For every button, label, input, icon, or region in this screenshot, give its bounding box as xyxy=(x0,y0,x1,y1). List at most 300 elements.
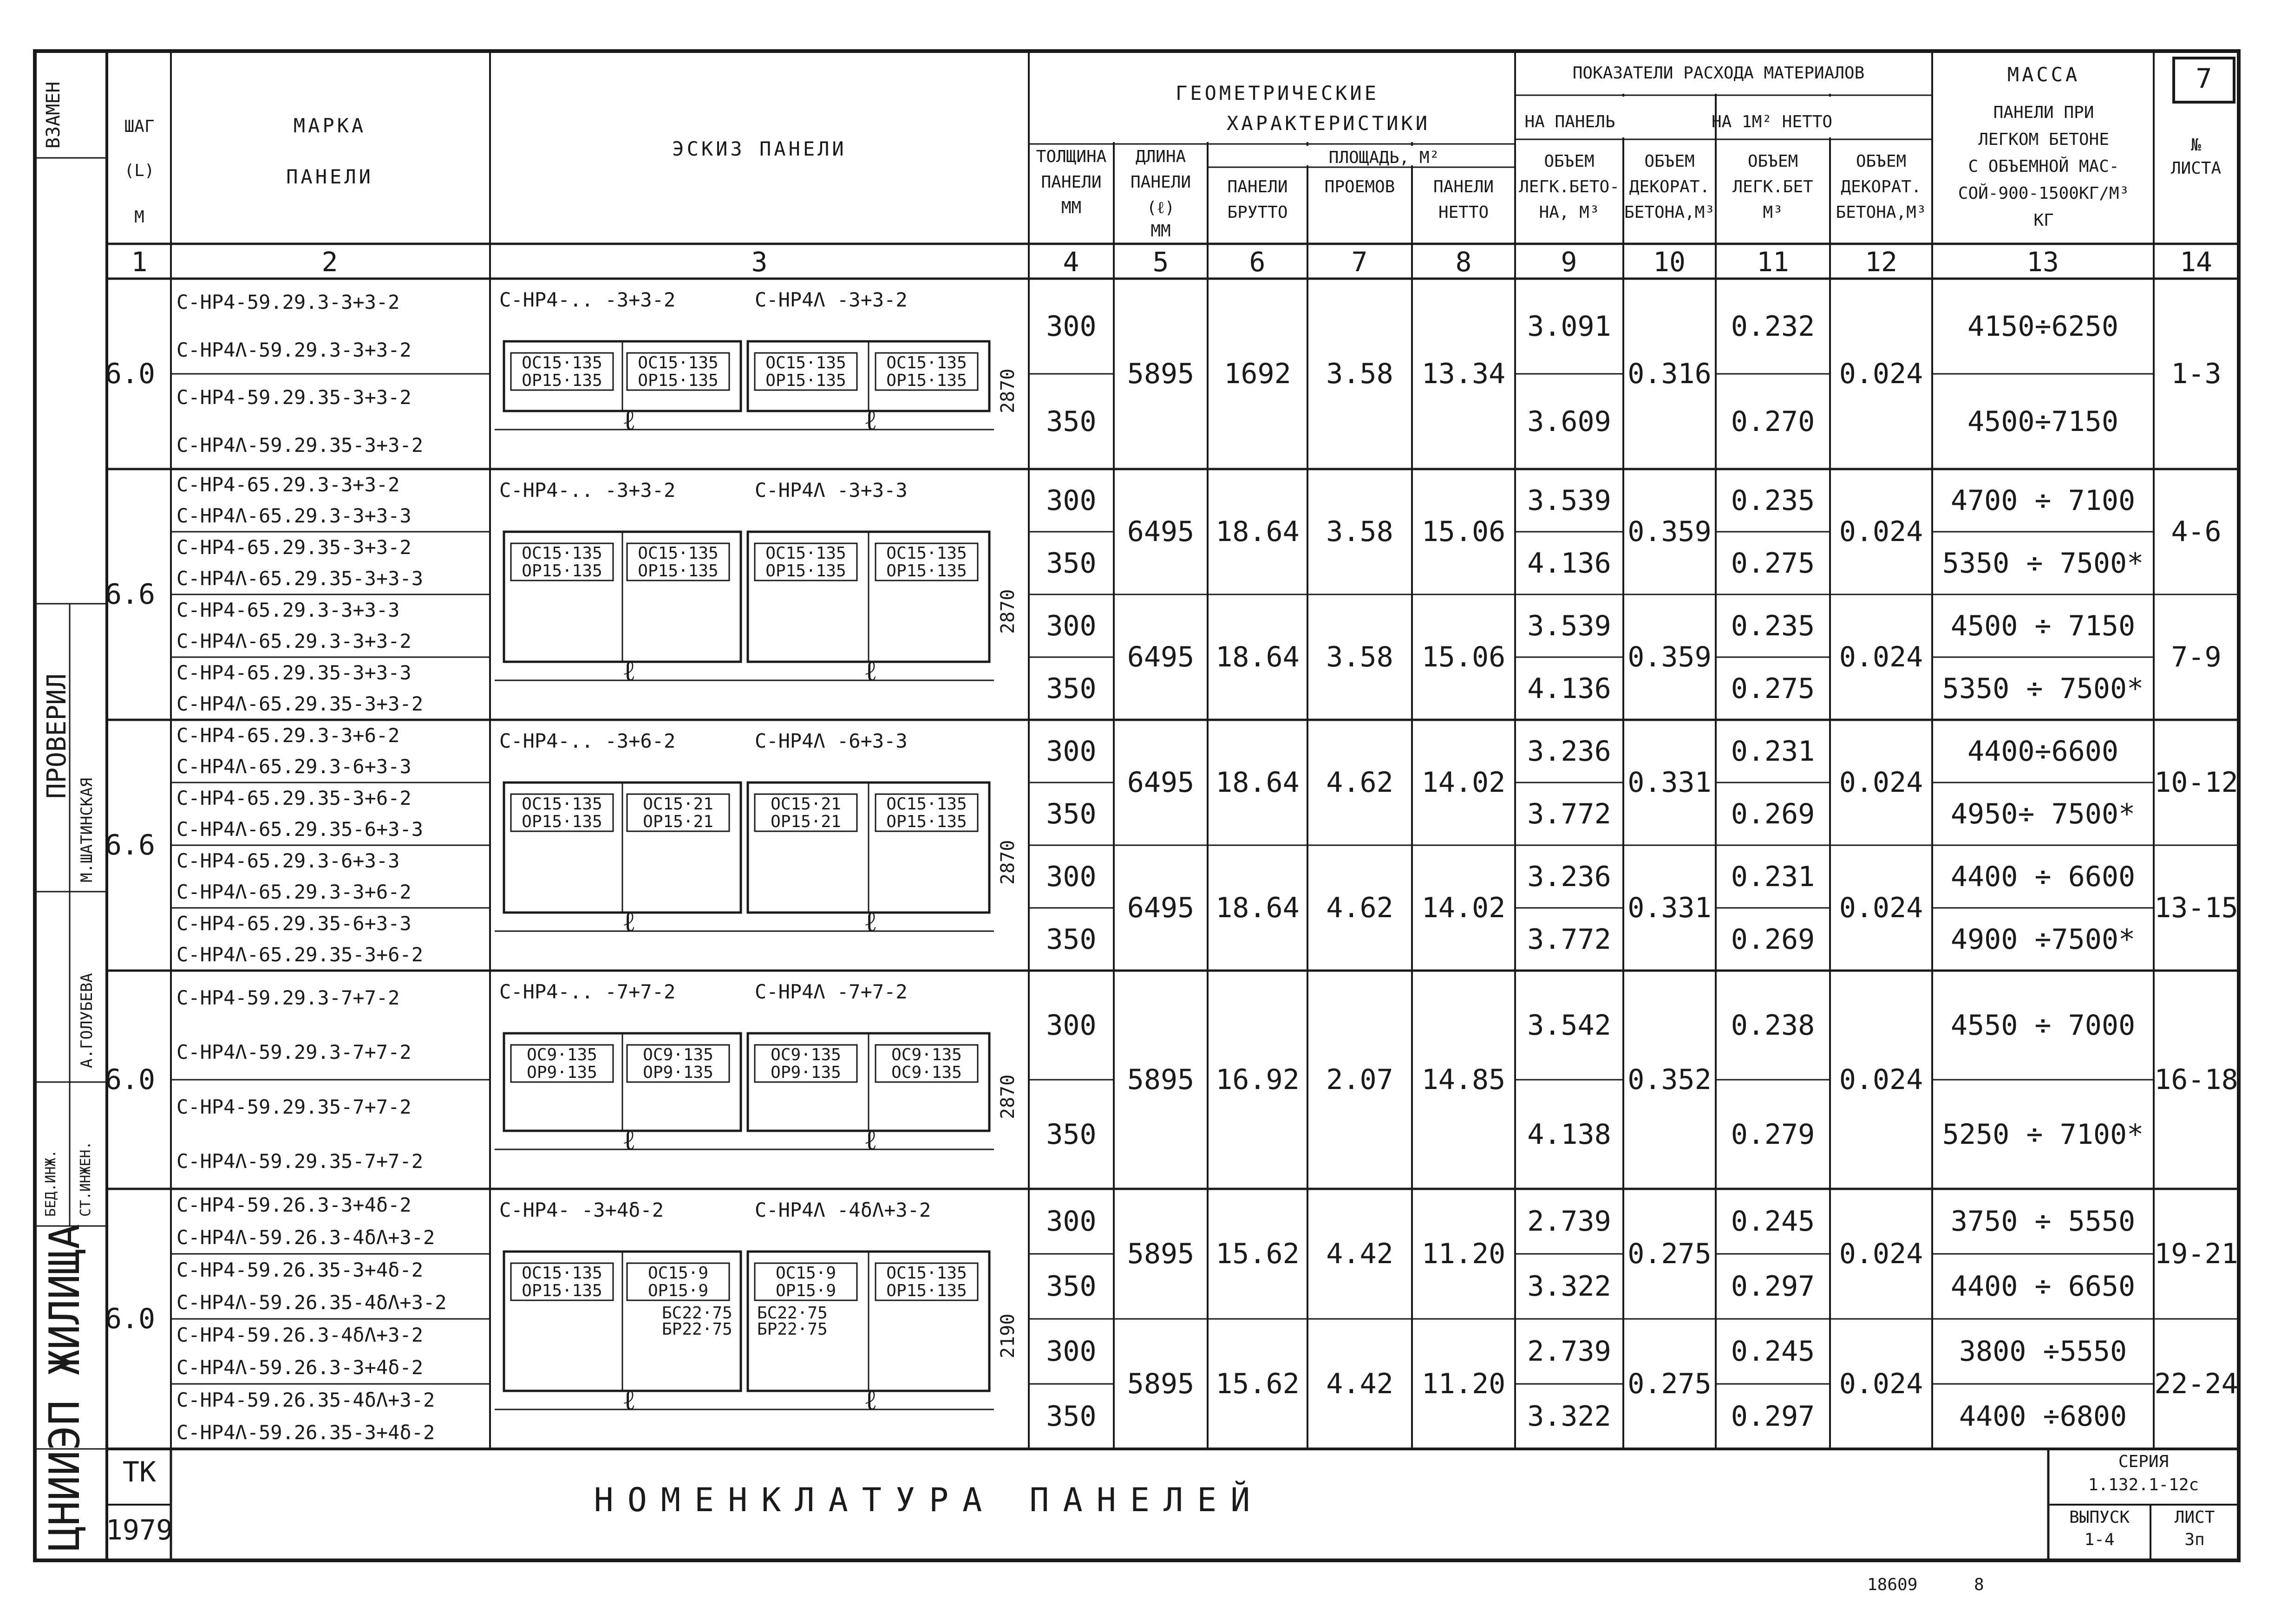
window-mark: ОС15·135 xyxy=(522,1264,602,1283)
dimension-l-left: ℓ xyxy=(622,1124,636,1156)
column-number: 7 xyxy=(1351,246,1368,278)
header-lista: ЛИСТА xyxy=(2170,159,2222,178)
window-mark: ОС15·135 xyxy=(765,544,846,563)
sketch-label-left: С-НР4-.. -3+6-2 xyxy=(499,730,676,752)
window-mark: ОС9·135 xyxy=(891,1045,962,1064)
mass-value: 3800 ÷5550 xyxy=(1959,1335,2127,1368)
footer-vypusk: ВЫПУСК xyxy=(2069,1508,2130,1527)
panel-mark: С-НР4Λ-59.29.35-3+3-2 xyxy=(176,433,424,457)
balcony-mark: БР22·75 xyxy=(757,1320,828,1339)
header-col: БРУТТО xyxy=(1227,203,1288,222)
brutto-value: 15.62 xyxy=(1216,1238,1300,1270)
volume-m2-value: 0.231 xyxy=(1731,860,1815,893)
volume-m2-value: 0.269 xyxy=(1731,797,1815,830)
header-eskiz: ЭСКИЗ ПАНЕЛИ xyxy=(672,137,847,160)
footer-list-no: 3п xyxy=(2184,1530,2205,1549)
brutto-value: 18.64 xyxy=(1216,766,1300,799)
header-massa: МАССА xyxy=(2007,63,2080,86)
thickness-value: 300 xyxy=(1046,860,1097,893)
shag-value: 6.0 xyxy=(105,1303,156,1335)
mass-value: 4500÷7150 xyxy=(1967,405,2119,438)
header-massa-sub: СОЙ-900-1500КГ/М³ xyxy=(1958,184,2130,203)
mass-value: 4700 ÷ 7100 xyxy=(1950,484,2136,517)
volume-m2-value: 0.235 xyxy=(1731,609,1815,642)
openings-value: 3.58 xyxy=(1326,641,1393,673)
volume-m2-value: 0.232 xyxy=(1731,310,1815,343)
header-col: ЛЕГК.БЕТ xyxy=(1732,177,1813,196)
header-geom: ГЕОМЕТРИЧЕСКИЕ xyxy=(1175,82,1379,104)
decor-volume-value: 0.275 xyxy=(1627,1238,1712,1270)
window-mark: ОС15·135 xyxy=(522,353,602,372)
decor-m2-value: 0.024 xyxy=(1839,1063,1923,1096)
window-mark: ОР15·135 xyxy=(765,561,846,580)
volume-value: 3.236 xyxy=(1527,860,1611,893)
sheet-number: 7 xyxy=(2196,63,2212,94)
panel-mark: С-НР4Λ-59.29.35-7+7-2 xyxy=(176,1150,424,1173)
volume-value: 3.322 xyxy=(1527,1270,1611,1303)
volume-m2-value: 0.279 xyxy=(1731,1118,1815,1151)
length-value: 5895 xyxy=(1127,1238,1195,1270)
signature-name: М.ШАТИНСКАЯ xyxy=(78,777,96,882)
window-mark: ОР15·135 xyxy=(522,1281,602,1300)
header-shag-m: М xyxy=(134,208,144,227)
mass-value: 4400 ÷ 6650 xyxy=(1950,1270,2136,1303)
volume-m2-value: 0.275 xyxy=(1731,547,1815,580)
decor-volume-value: 0.331 xyxy=(1627,766,1712,799)
sheet-ref-value: 10-12 xyxy=(2154,766,2238,799)
thickness-value: 350 xyxy=(1046,1400,1097,1433)
mass-value: 3750 ÷ 5550 xyxy=(1950,1205,2136,1238)
mass-value: 4500 ÷ 7150 xyxy=(1950,609,2136,642)
footer-seria: СЕРИЯ xyxy=(2118,1452,2169,1471)
panel-mark: С-НР4Λ-59.29.3-7+7-2 xyxy=(176,1041,412,1064)
thickness-value: 300 xyxy=(1046,1009,1097,1042)
decor-volume-value: 0.352 xyxy=(1627,1063,1712,1096)
signature-name: А.ГОЛУБЕВА xyxy=(78,973,96,1068)
openings-value: 4.42 xyxy=(1326,1368,1393,1400)
sketch-label-left: С-НР4-.. -3+3-2 xyxy=(499,288,676,311)
dimension-l-left: ℓ xyxy=(622,1384,636,1416)
thickness-value: 350 xyxy=(1046,797,1097,830)
sheet-ref-value: 1-3 xyxy=(2171,358,2222,390)
header-col: (ℓ) xyxy=(1146,198,1175,217)
window-mark: ОС15·9 xyxy=(647,1264,709,1283)
header-col: ЛЕГК.БЕТО- xyxy=(1519,177,1620,196)
header-massa-sub: С ОБЪЕМНОЙ МАС- xyxy=(1968,157,2119,176)
panel-mark: С-НР4-65.29.3-3+6-2 xyxy=(176,724,400,747)
window-mark: ОР15·135 xyxy=(886,1281,967,1300)
sketch-label-left: С-НР4-.. -7+7-2 xyxy=(499,980,676,1003)
window-mark: ОС15·135 xyxy=(886,795,967,814)
openings-value: 3.58 xyxy=(1326,515,1393,548)
header-massa-sub: ЛЕГКОМ БЕТОНЕ xyxy=(1978,130,2109,149)
decor-volume-value: 0.359 xyxy=(1627,515,1712,548)
dimension-l-right: ℓ xyxy=(864,906,877,938)
sheet-ref-value: 22-24 xyxy=(2154,1368,2238,1400)
decor-m2-value: 0.024 xyxy=(1839,1368,1923,1400)
window-mark: ОС9·135 xyxy=(771,1045,841,1064)
thickness-value: 300 xyxy=(1046,484,1097,517)
volume-value: 3.322 xyxy=(1527,1400,1611,1433)
volume-m2-value: 0.245 xyxy=(1731,1335,1815,1368)
sketch-height-dim: 2870 xyxy=(997,840,1019,885)
sketch-height-dim: 2870 xyxy=(997,1074,1019,1119)
header-col: ДЛИНА xyxy=(1135,147,1186,166)
window-mark: ОС9·135 xyxy=(527,1045,597,1064)
panel-mark: С-НР4Λ-59.29.3-3+3-2 xyxy=(176,338,412,361)
window-mark: ОС15·135 xyxy=(522,795,602,814)
thickness-value: 300 xyxy=(1046,1205,1097,1238)
header-col: ПАНЕЛИ xyxy=(1433,177,1494,196)
panel-mark: С-НР4-59.26.3-4δΛ+3-2 xyxy=(176,1324,424,1346)
header-ploshad: ПЛОЩАДЬ, М² xyxy=(1328,148,1440,167)
window-mark: ОР9·135 xyxy=(527,1063,597,1082)
panel-mark: С-НР4Λ-65.29.3-6+3-3 xyxy=(176,755,412,778)
panel-mark: С-НР4-65.29.3-3+3-3 xyxy=(176,598,400,621)
length-value: 6495 xyxy=(1127,892,1195,924)
column-number: 1 xyxy=(131,246,148,278)
panel-mark: С-НР4-65.29.35-3+3-3 xyxy=(176,661,412,684)
netto-value: 15.06 xyxy=(1421,515,1506,548)
openings-value: 4.62 xyxy=(1326,892,1393,924)
volume-value: 4.136 xyxy=(1527,672,1611,705)
header-na-m2: НА 1М² НЕТТО xyxy=(1711,112,1833,131)
header-col: ММ xyxy=(1061,198,1082,217)
panel-mark: С-НР4-65.29.35-3+3-2 xyxy=(176,535,412,559)
panel-mark: С-НР4-59.26.35-3+4δ-2 xyxy=(176,1259,424,1281)
sheet-ref-value: 19-21 xyxy=(2154,1238,2238,1270)
mass-value: 4550 ÷ 7000 xyxy=(1950,1009,2136,1042)
shag-value: 6.0 xyxy=(105,1063,156,1096)
dimension-l-left: ℓ xyxy=(622,655,636,687)
panel-mark: С-НР4Λ-65.29.35-3+6-2 xyxy=(176,943,424,966)
sketch-label-left: С-НР4- -3+4δ-2 xyxy=(499,1199,664,1221)
panel-mark: С-НР4-59.26.35-4δΛ+3-2 xyxy=(176,1389,435,1411)
volume-m2-value: 0.269 xyxy=(1731,923,1815,956)
header-paneli: ПАНЕЛИ xyxy=(286,165,373,188)
netto-value: 14.85 xyxy=(1421,1063,1506,1096)
sketch-label-right: С-НР4Λ -3+3-3 xyxy=(755,479,908,502)
length-value: 5895 xyxy=(1127,1063,1195,1096)
footer-title: НОМЕНКЛАТУРА ПАНЕЛЕЙ xyxy=(594,1481,1264,1519)
header-col: НА, М³ xyxy=(1539,203,1600,222)
role-label: БЕД.ИНЖ. xyxy=(43,1149,59,1217)
header-col: ОБЪЕМ xyxy=(1544,152,1595,171)
volume-value: 3.539 xyxy=(1527,609,1611,642)
balcony-mark: БС22·75 xyxy=(662,1304,732,1323)
netto-value: 11.20 xyxy=(1421,1368,1506,1400)
window-mark: ОС9·135 xyxy=(643,1045,713,1064)
panel-mark: С-НР4-65.29.3-3+3-2 xyxy=(176,473,400,496)
decor-m2-value: 0.024 xyxy=(1839,892,1923,924)
mass-value: 4400 ÷6800 xyxy=(1959,1400,2127,1433)
volume-m2-value: 0.297 xyxy=(1731,1400,1815,1433)
mass-value: 5350 ÷ 7500* xyxy=(1942,672,2144,705)
header-col: БЕТОНА,М³ xyxy=(1836,203,1927,222)
window-mark: ОР15·135 xyxy=(765,371,846,390)
column-number: 8 xyxy=(1455,246,1472,278)
window-mark: ОС15·135 xyxy=(886,544,967,563)
netto-value: 15.06 xyxy=(1421,641,1506,673)
volume-m2-value: 0.270 xyxy=(1731,405,1815,438)
header-massa-sub: КГ xyxy=(2033,211,2054,230)
sheet-ref-value: 16-18 xyxy=(2154,1063,2238,1096)
header-shag: ШАГ xyxy=(124,117,155,136)
decor-volume-value: 0.359 xyxy=(1627,641,1712,673)
column-number: 12 xyxy=(1865,246,1897,278)
column-number: 2 xyxy=(321,246,338,278)
netto-value: 13.34 xyxy=(1421,358,1506,390)
sketch-label-left: С-НР4-.. -3+3-2 xyxy=(499,479,676,502)
panel-mark: С-НР4-59.26.3-3+4δ-2 xyxy=(176,1194,412,1216)
header-na-panel: НА ПАНЕЛЬ xyxy=(1524,112,1615,131)
volume-m2-value: 0.245 xyxy=(1731,1205,1815,1238)
volume-m2-value: 0.297 xyxy=(1731,1270,1815,1303)
sketch-label-right: С-НР4Λ -7+7-2 xyxy=(755,980,908,1003)
length-value: 6495 xyxy=(1127,515,1195,548)
panel-mark: С-НР4Λ-59.26.3-3+4δ-2 xyxy=(176,1356,424,1379)
decor-volume-value: 0.316 xyxy=(1627,358,1712,390)
panel-mark: С-НР4Λ-65.29.3-3+3-2 xyxy=(176,630,412,653)
decor-volume-value: 0.275 xyxy=(1627,1368,1712,1400)
sketch-label-right: С-НР4Λ -3+3-2 xyxy=(755,288,908,311)
volume-value: 3.539 xyxy=(1527,484,1611,517)
header-col: НЕТТО xyxy=(1438,203,1489,222)
shag-value: 6.6 xyxy=(105,578,156,611)
panel-mark: С-НР4-59.29.35-7+7-2 xyxy=(176,1095,412,1118)
thickness-value: 350 xyxy=(1046,672,1097,705)
sketch-height-dim: 2190 xyxy=(997,1313,1019,1358)
header-col: М³ xyxy=(1763,203,1783,222)
header-geom: ХАРАКТЕРИСТИКИ xyxy=(1226,112,1431,135)
decor-m2-value: 0.024 xyxy=(1839,358,1923,390)
netto-value: 11.20 xyxy=(1421,1238,1506,1270)
volume-value: 2.739 xyxy=(1527,1205,1611,1238)
window-mark: ОР15·9 xyxy=(647,1281,709,1300)
dimension-l-right: ℓ xyxy=(864,1384,877,1416)
sketch-label-right: С-НР4Λ -6+3-3 xyxy=(755,730,908,752)
panel-mark: С-НР4-65.29.35-3+6-2 xyxy=(176,786,412,809)
balcony-mark: БР22·75 xyxy=(662,1320,732,1339)
shag-value: 6.0 xyxy=(105,358,156,390)
sketch-height-dim: 2870 xyxy=(997,589,1019,634)
panel-mark: С-НР4Λ-59.26.35-4δΛ+3-2 xyxy=(176,1291,447,1314)
shag-value: 6.6 xyxy=(105,829,156,861)
column-number: 10 xyxy=(1653,246,1686,278)
openings-value: 4.42 xyxy=(1326,1238,1393,1270)
header-col: ММ xyxy=(1150,222,1171,241)
header-rashod: ПОКАЗАТЕЛИ РАСХОДА МАТЕРИАЛОВ xyxy=(1572,64,1865,83)
mass-value: 4150÷6250 xyxy=(1967,310,2119,343)
window-mark: ОР15·135 xyxy=(522,812,602,831)
volume-value: 2.739 xyxy=(1527,1335,1611,1368)
footer-seria-no: 1.132.1-12с xyxy=(2088,1475,2199,1494)
column-number: 6 xyxy=(1249,246,1266,278)
balcony-mark: БС22·75 xyxy=(757,1304,828,1323)
dimension-l-right: ℓ xyxy=(864,404,877,437)
volume-m2-value: 0.231 xyxy=(1731,735,1815,768)
mass-value: 4400 ÷ 6600 xyxy=(1950,860,2136,893)
header-marka: МАРКА xyxy=(293,114,366,137)
column-number: 13 xyxy=(2026,246,2059,278)
mass-value: 5250 ÷ 7100* xyxy=(1942,1118,2144,1151)
footer-year: 1979 xyxy=(105,1514,173,1546)
header-no: № xyxy=(2191,136,2201,155)
panel-mark: С-НР4Λ-65.29.35-6+3-3 xyxy=(176,818,424,841)
sketch-label-right: С-НР4Λ -4δΛ+3-2 xyxy=(755,1199,931,1221)
proverka-label: ПРОВЕРИЛ xyxy=(42,673,72,799)
sheet-ref-value: 13-15 xyxy=(2154,892,2238,924)
window-mark: ОР15·135 xyxy=(886,561,967,580)
window-mark: ОР9·135 xyxy=(643,1063,713,1082)
window-mark: ОР15·135 xyxy=(886,812,967,831)
volume-value: 3.772 xyxy=(1527,923,1611,956)
brutto-value: 1692 xyxy=(1224,358,1291,390)
netto-value: 14.02 xyxy=(1421,892,1506,924)
window-mark: ОС15·135 xyxy=(638,544,719,563)
openings-value: 3.58 xyxy=(1326,358,1393,390)
vzamen-label: ВЗАМЕН xyxy=(43,81,64,149)
window-mark: ОР15·21 xyxy=(643,812,713,831)
archive-stamp: 18609 xyxy=(1867,1575,1918,1594)
sheet-ref-value: 7-9 xyxy=(2171,641,2222,673)
window-mark: ОС15·21 xyxy=(643,795,713,814)
header-col: ТОЛЩИНА xyxy=(1036,147,1107,166)
panel-mark: С-НР4-59.29.3-3+3-2 xyxy=(176,291,400,314)
header-col: ПАНЕЛИ xyxy=(1041,173,1102,192)
thickness-value: 350 xyxy=(1046,1118,1097,1151)
mass-value: 4950÷ 7500* xyxy=(1950,797,2136,830)
window-mark: ОС15·135 xyxy=(886,1264,967,1283)
volume-value: 3.609 xyxy=(1527,405,1611,438)
thickness-value: 350 xyxy=(1046,923,1097,956)
window-mark: ОС15·135 xyxy=(638,353,719,372)
panel-mark: С-НР4-65.29.35-6+3-3 xyxy=(176,912,412,935)
header-col: ПАНЕЛИ xyxy=(1130,173,1191,192)
thickness-value: 350 xyxy=(1046,1270,1097,1303)
mass-value: 4400÷6600 xyxy=(1967,735,2119,768)
window-mark: ОС15·9 xyxy=(775,1264,837,1283)
column-number: 9 xyxy=(1561,246,1577,278)
volume-value: 4.138 xyxy=(1527,1118,1611,1151)
length-value: 6495 xyxy=(1127,641,1195,673)
openings-value: 2.07 xyxy=(1326,1063,1393,1096)
netto-value: 14.02 xyxy=(1421,766,1506,799)
role-label: СТ.ИНЖЕН. xyxy=(78,1141,94,1217)
length-value: 6495 xyxy=(1127,766,1195,799)
volume-m2-value: 0.235 xyxy=(1731,484,1815,517)
header-col: ДЕКОРАТ. xyxy=(1841,177,1922,196)
panel-mark: С-НР4Λ-65.29.35-3+3-3 xyxy=(176,567,424,590)
mass-value: 5350 ÷ 7500* xyxy=(1942,547,2144,580)
archive-stamp: 8 xyxy=(1974,1575,1984,1594)
window-mark: ОС9·135 xyxy=(891,1063,962,1082)
sheet-ref-value: 4-6 xyxy=(2171,515,2222,548)
decor-m2-value: 0.024 xyxy=(1839,1238,1923,1270)
column-number: 3 xyxy=(751,246,768,278)
dimension-l-left: ℓ xyxy=(622,404,636,437)
footer-vypusk-no: 1-4 xyxy=(2084,1530,2115,1549)
volume-value: 3.091 xyxy=(1527,310,1611,343)
window-mark: ОР15·9 xyxy=(775,1281,837,1300)
decor-volume-value: 0.331 xyxy=(1627,892,1712,924)
mass-value: 4900 ÷7500* xyxy=(1950,923,2136,956)
thickness-value: 300 xyxy=(1046,310,1097,343)
window-mark: ОР15·21 xyxy=(771,812,841,831)
brutto-value: 18.64 xyxy=(1216,641,1300,673)
window-mark: ОР15·135 xyxy=(886,371,967,390)
header-col: ОБЪЕМ xyxy=(1644,152,1695,171)
panel-mark: С-НР4Λ-59.26.35-3+4δ-2 xyxy=(176,1421,435,1444)
window-mark: ОС15·135 xyxy=(886,353,967,372)
volume-value: 3.542 xyxy=(1527,1009,1611,1042)
openings-value: 4.62 xyxy=(1326,766,1393,799)
header-col: ДЕКОРАТ. xyxy=(1629,177,1710,196)
window-mark: ОС15·135 xyxy=(522,544,602,563)
decor-m2-value: 0.024 xyxy=(1839,641,1923,673)
volume-m2-value: 0.238 xyxy=(1731,1009,1815,1042)
header-col: ПРОЕМОВ xyxy=(1324,177,1395,196)
brutto-value: 16.92 xyxy=(1216,1063,1300,1096)
panel-mark: С-НР4Λ-65.29.3-3+3-3 xyxy=(176,504,412,528)
decor-m2-value: 0.024 xyxy=(1839,766,1923,799)
panel-mark: С-НР4Λ-59.26.3-4δΛ+3-2 xyxy=(176,1226,435,1249)
thickness-value: 300 xyxy=(1046,609,1097,642)
header-shag-unit: (L) xyxy=(124,161,155,180)
window-mark: ОР9·135 xyxy=(771,1063,841,1082)
length-value: 5895 xyxy=(1127,1368,1195,1400)
dimension-l-right: ℓ xyxy=(864,1124,877,1156)
column-number: 14 xyxy=(2180,246,2212,278)
panel-mark: С-НР4-59.29.3-7+7-2 xyxy=(176,986,400,1009)
window-mark: ОР15·135 xyxy=(638,371,719,390)
panel-mark: С-НР4Λ-65.29.3-3+6-2 xyxy=(176,880,412,904)
volume-value: 4.136 xyxy=(1527,547,1611,580)
panel-mark: С-НР4-59.29.35-3+3-2 xyxy=(176,386,412,409)
brutto-value: 18.64 xyxy=(1216,515,1300,548)
footer-tk: ТК xyxy=(122,1456,157,1488)
footer-list: ЛИСТ xyxy=(2174,1508,2215,1527)
brutto-value: 15.62 xyxy=(1216,1368,1300,1400)
volume-value: 3.236 xyxy=(1527,735,1611,768)
window-mark: ОР15·135 xyxy=(638,561,719,580)
thickness-value: 350 xyxy=(1046,547,1097,580)
panel-mark: С-НР4Λ-65.29.35-3+3-2 xyxy=(176,692,424,716)
header-col: БЕТОНА,М³ xyxy=(1624,203,1715,222)
window-mark: ОС15·135 xyxy=(765,353,846,372)
dimension-l-right: ℓ xyxy=(864,655,877,687)
window-mark: ОС15·21 xyxy=(771,795,841,814)
volume-value: 3.772 xyxy=(1527,797,1611,830)
header-col: ОБЪЕМ xyxy=(1856,152,1907,171)
sketch-height-dim: 2870 xyxy=(997,368,1019,413)
volume-m2-value: 0.275 xyxy=(1731,672,1815,705)
brutto-value: 18.64 xyxy=(1216,892,1300,924)
dimension-l-left: ℓ xyxy=(622,906,636,938)
thickness-value: 350 xyxy=(1046,405,1097,438)
length-value: 5895 xyxy=(1127,358,1195,390)
column-number: 11 xyxy=(1757,246,1789,278)
thickness-value: 300 xyxy=(1046,735,1097,768)
column-number: 5 xyxy=(1152,246,1169,278)
window-mark: ОР15·135 xyxy=(522,371,602,390)
org-label: ЦНИИЭП ЖИЛИЩА xyxy=(40,1224,89,1551)
header-col: ОБЪЕМ xyxy=(1747,152,1798,171)
column-number: 4 xyxy=(1063,246,1079,278)
decor-m2-value: 0.024 xyxy=(1839,515,1923,548)
header-col: ПАНЕЛИ xyxy=(1227,177,1288,196)
header-massa-sub: ПАНЕЛИ ПРИ xyxy=(1993,103,2094,122)
